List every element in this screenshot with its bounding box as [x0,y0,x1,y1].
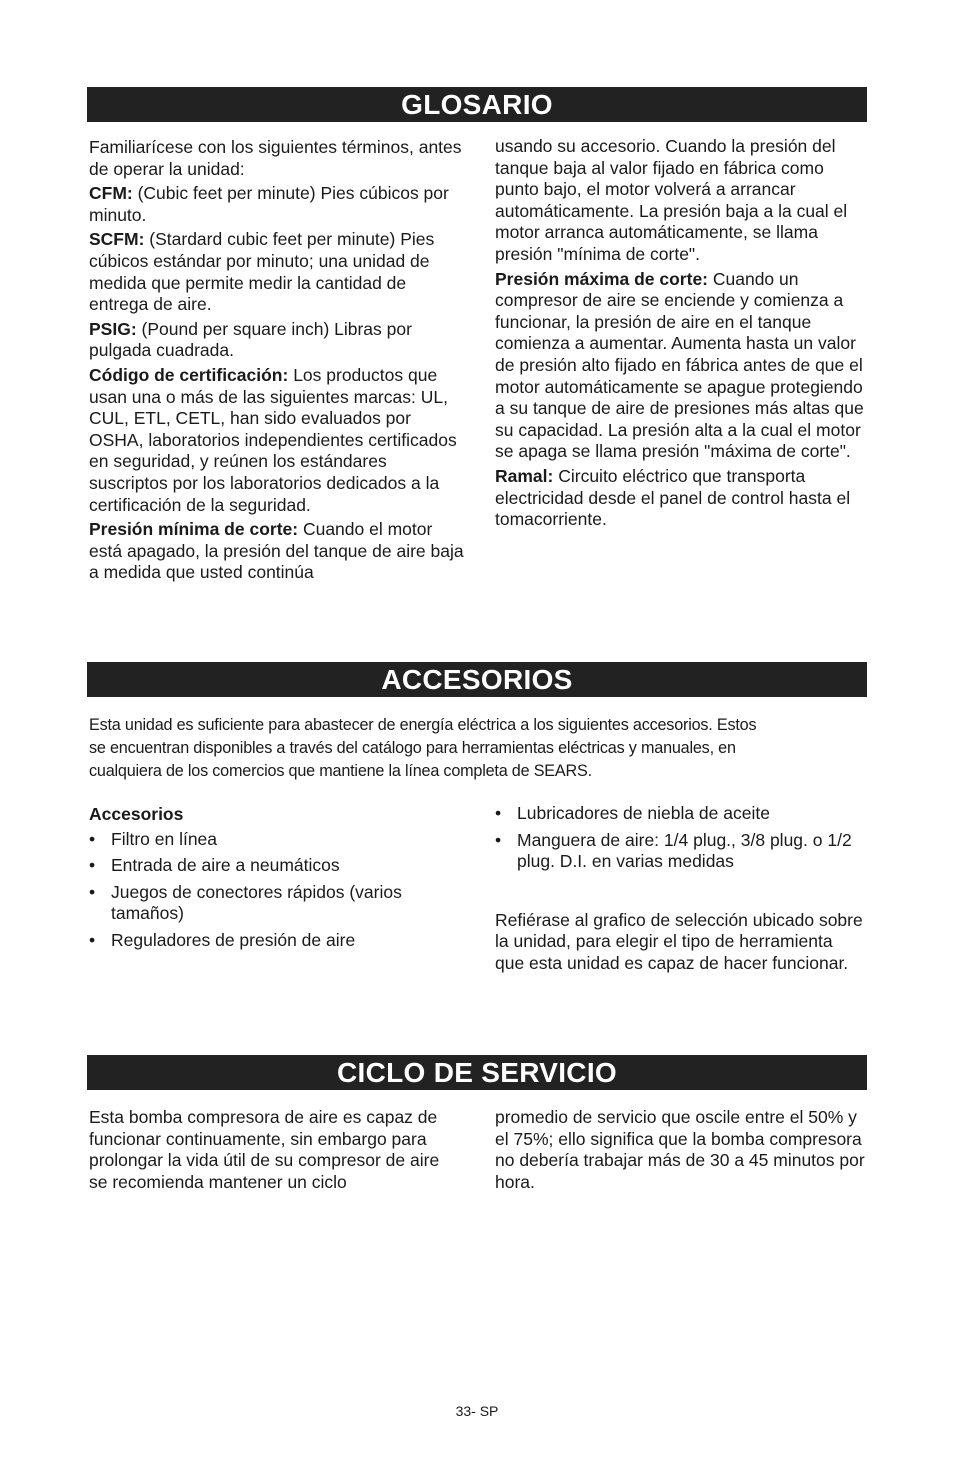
term-label: PSIG: [89,318,137,339]
term-certificacion [89,365,464,516]
term-scfm [89,229,464,315]
accesorios-right-column [495,803,865,978]
term-presion-maxima [495,269,865,463]
list-item-text: Juegos de conectores rápidos (varios tamaños) [111,881,402,924]
bullet: • [495,803,502,823]
term-definition: (Stardard cubic feet per minute) Pies cúbicos estándar por minuto; una unidad de medida que permite medir la cantidad de entrega de aire. [89,229,435,315]
list-item-text: Manguera de aire: 1/4 plug., 3/8 plug. o 1/2 plug. D.I. en varias medidas [517,829,852,872]
term-ramal [495,466,865,531]
bullet: • [495,829,502,850]
list-item [495,803,865,825]
ciclo-right-column [495,1107,867,1196]
term-label: SCFM: [89,229,145,250]
accesorios-intro [89,714,859,783]
intro-line: cualquiera de los comercios que mantiene la línea completa de SEARS. [89,762,592,780]
term-label: CFM: [89,183,133,204]
accesorios-list [89,829,459,952]
term-presion-minima [89,519,464,584]
glosario-right-column [495,136,865,534]
term-definition: Cuando el motor está apagado, la presión del tanque de aire baja a medida que usted continúa [89,519,464,583]
term-definition: Cuando un compresor de aire se enciende y comienza a funcionar, la presión de aire en el tanque comienza a aumentar. Aumenta hasta un valor de presión alto fijado en fábrica antes de que el motor automáticamente se apague protegiendo a su tanque de aire de presiones más altas que su capacidad. La presión alta a la cual el motor se apaga se llama presión "máxima de corte". [495,268,864,462]
intro-line: Esta unidad es suficiente para abastecer de energía eléctrica a los siguientes accesorios. Estos [89,716,757,734]
list-item [89,829,459,851]
accesorios-list-title: Accesorios [89,804,184,824]
list-item [89,855,459,877]
bullet: • [89,881,96,902]
glosario-left-column [89,137,464,587]
term-label: Ramal: [495,465,554,486]
glosario-heading: GLOSARIO [87,87,867,122]
term-presion-minima-continued: usando su accesorio. Cuando la presión del tanque baja al valor fijado en fábrica como punto bajo, el motor volverá a arrancar automáticamente. La presión baja a la cual el motor arranca automáticamente, se llama presión "mínima de corte". [495,136,848,264]
term-label: Presión mínima de corte: [89,519,299,540]
term-definition: Los productos que usan una o más de las siguientes marcas: UL, CUL, ETL, CETL, han sido evaluados por OSHA, laboratorios independientes certificados en seguridad, y reúnen los estándares suscriptos por los laboratorios dedicados a la certificación de la seguridad. [89,364,457,515]
bullet: • [89,855,96,876]
list-item-text: Lubricadores de niebla de aceite [517,803,770,823]
term-definition: Circuito eléctrico que transporta electricidad desde el panel de control hasta el tomacorriente. [495,465,851,530]
accesorios-list-continued [495,803,865,873]
list-item [495,830,865,873]
term-definition: (Cubic feet per minute) Pies cúbicos por minuto. [89,183,449,225]
term-psig [89,319,464,362]
term-label: Código de certificación: [89,364,289,385]
list-item [89,930,459,952]
glosario-intro: Familiarícese con los siguientes términos, antes de operar la unidad: [89,137,462,179]
term-label: Presión máxima de corte: [495,268,708,289]
bullet: • [89,929,96,950]
ciclo-left-column [89,1107,449,1196]
accesorios-note: Refiérase al grafico de selección ubicado sobre la unidad, para elegir el tipo de herramienta que esta unidad es capaz de hacer funcionar. [495,909,863,973]
accesorios-left-column [89,804,459,957]
bullet: • [89,828,96,849]
list-item-text: Entrada de aire a neumáticos [111,855,340,876]
term-definition: (Pound per square inch) Libras por pulgada cuadrada. [89,318,412,361]
list-item [89,882,459,925]
accesorios-heading: ACCESORIOS [87,662,867,697]
list-item-text: Reguladores de presión de aire [111,929,356,950]
ciclo-heading: CICLO DE SERVICIO [87,1055,867,1090]
list-item-text: Filtro en línea [111,828,218,849]
intro-line: se encuentran disponibles a través del catálogo para herramientas eléctricas y manuales, en [89,739,736,757]
ciclo-text-continued: promedio de servicio que oscile entre el 50% y el 75%; ello significa que la bomba compresora no debería trabajar más de 30 a 45 minutos por hora. [495,1107,865,1192]
ciclo-text: Esta bomba compresora de aire es capaz de funcionar continuamente, sin embargo para prolongar la vida útil de su compresor de aire se recomienda mantener un ciclo [89,1107,440,1192]
term-cfm [89,183,464,226]
page-number: 33- SP [455,1403,499,1419]
